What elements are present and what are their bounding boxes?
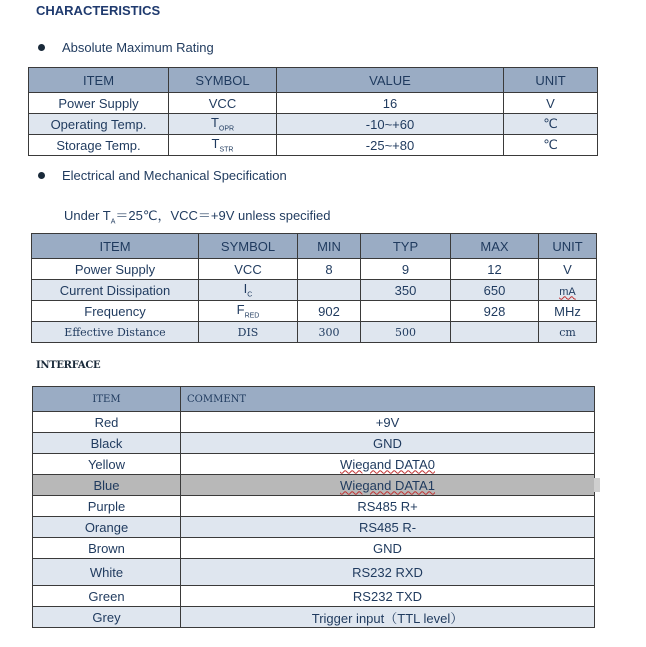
- item-cell: Orange: [33, 517, 181, 538]
- item-cell: Frequency: [32, 301, 199, 322]
- header-comment: COMMENT: [181, 387, 595, 412]
- unit-cell: [539, 280, 597, 301]
- table-row: [33, 496, 595, 517]
- symbol-cell: [169, 114, 277, 135]
- table-row-highlighted: [33, 475, 595, 496]
- min-cell: 8: [298, 259, 361, 280]
- condition-prefix: Under T: [64, 208, 111, 223]
- max-cell: 928: [451, 301, 539, 322]
- comment-text: Wiegand DATA1: [340, 477, 435, 493]
- unit-cell: MHz: [539, 301, 597, 322]
- comment-cell: RS485 R+: [181, 496, 595, 517]
- item-cell: Current Dissipation: [32, 280, 199, 301]
- section-label: Absolute Maximum Rating: [62, 40, 214, 55]
- header-item: ITEM: [32, 234, 199, 259]
- header-symbol: SYMBOL: [169, 68, 277, 93]
- item-cell: Power Supply: [29, 93, 169, 114]
- symbol-cell: VCC: [199, 259, 298, 280]
- item-cell: Operating Temp.: [29, 114, 169, 135]
- symbol-cell: VCC: [169, 93, 277, 114]
- table-row: [29, 93, 598, 114]
- table-row: [32, 301, 597, 322]
- value-cell: -25~+80: [277, 135, 504, 156]
- min-cell: 300: [298, 322, 361, 343]
- unit-cell: ℃: [504, 135, 598, 156]
- max-cell: [451, 322, 539, 343]
- page-title: CHARACTERISTICS: [36, 3, 161, 18]
- table-row: [32, 280, 597, 301]
- comment-text: Wiegand DATA0: [340, 456, 435, 472]
- item-cell: Power Supply: [32, 259, 199, 280]
- symbol-main: T: [210, 115, 219, 131]
- header-min: MIN: [298, 234, 361, 259]
- unit-cell: V: [504, 93, 598, 114]
- comment-cell: +9V: [181, 412, 595, 433]
- table-row: [33, 433, 595, 454]
- item-cell: Purple: [33, 496, 181, 517]
- table-row: [33, 586, 595, 607]
- symbol-cell: DIS: [199, 322, 298, 343]
- symbol-cell: [169, 135, 277, 156]
- table-header-row: [29, 68, 598, 93]
- item-cell: Grey: [33, 607, 181, 628]
- item-cell: Effective Distance: [32, 322, 199, 343]
- comment-cell: RS232 TXD: [181, 586, 595, 607]
- item-cell: Black: [33, 433, 181, 454]
- header-max: MAX: [451, 234, 539, 259]
- table-row: [33, 517, 595, 538]
- interface-table: [32, 386, 595, 628]
- item-cell: Brown: [33, 538, 181, 559]
- symbol-main: I: [243, 281, 248, 297]
- max-cell: 12: [451, 259, 539, 280]
- table-header-row: [33, 387, 595, 412]
- table-row: [33, 412, 595, 433]
- table-row: [29, 135, 598, 156]
- value-cell: 16: [277, 93, 504, 114]
- item-cell: Yellow: [33, 454, 181, 475]
- header-value: VALUE: [277, 68, 504, 93]
- table-row: [33, 538, 595, 559]
- header-unit: UNIT: [504, 68, 598, 93]
- value-cell: -10~+60: [277, 114, 504, 135]
- row-highlight-edge: [594, 478, 600, 492]
- item-cell: Green: [33, 586, 181, 607]
- symbol-subscript: STR: [219, 146, 234, 154]
- unit-text: mA: [559, 285, 576, 298]
- section-abs-max-heading: [38, 40, 214, 55]
- symbol-subscript: OPR: [218, 125, 235, 133]
- condition-subscript: A: [110, 218, 116, 226]
- table-row: [32, 259, 597, 280]
- comment-cell: RS232 RXD: [181, 559, 595, 586]
- comment-cell: [181, 475, 595, 496]
- comment-cell: Trigger input（TTL level）: [181, 607, 595, 628]
- max-cell: 650: [451, 280, 539, 301]
- symbol-subscript: RED: [244, 312, 260, 320]
- typ-cell: 350: [361, 280, 451, 301]
- min-cell: 902: [298, 301, 361, 322]
- interface-heading: INTERFACE: [36, 360, 101, 371]
- item-cell: Red: [33, 412, 181, 433]
- table-header-row: [32, 234, 597, 259]
- typ-cell: 9: [361, 259, 451, 280]
- typ-cell: 500: [361, 322, 451, 343]
- symbol-subscript: C: [247, 291, 253, 299]
- table-row: [33, 559, 595, 586]
- header-item: ITEM: [33, 387, 181, 412]
- comment-cell: [181, 454, 595, 475]
- item-cell: Storage Temp.: [29, 135, 169, 156]
- header-symbol: SYMBOL: [199, 234, 298, 259]
- table-row: [32, 322, 597, 343]
- elec-table: [31, 233, 597, 343]
- symbol-main: T: [211, 136, 220, 152]
- unit-cell: V: [539, 259, 597, 280]
- comment-cell: GND: [181, 433, 595, 454]
- min-cell: [298, 280, 361, 301]
- unit-cell: ℃: [504, 114, 598, 135]
- table-row: [33, 607, 595, 628]
- abs-max-table: [28, 67, 598, 156]
- item-cell: White: [33, 559, 181, 586]
- symbol-cell: [199, 301, 298, 322]
- condition-suffix: ＝25℃，VCC＝+9V unless specified: [115, 208, 331, 223]
- table-row: [29, 114, 598, 135]
- bullet-icon: [38, 44, 45, 51]
- header-typ: TYP: [361, 234, 451, 259]
- table-row: [33, 454, 595, 475]
- symbol-cell: [199, 280, 298, 301]
- comment-cell: GND: [181, 538, 595, 559]
- bullet-icon: [38, 172, 45, 179]
- item-cell: Blue: [33, 475, 181, 496]
- typ-cell: [361, 301, 451, 322]
- header-item: ITEM: [29, 68, 169, 93]
- test-condition: [64, 205, 331, 226]
- header-unit: UNIT: [539, 234, 597, 259]
- symbol-main: F: [236, 302, 245, 318]
- unit-cell: cm: [539, 322, 597, 343]
- comment-cell: RS485 R-: [181, 517, 595, 538]
- section-elec-heading: [38, 168, 287, 183]
- section-label: Electrical and Mechanical Specification: [62, 168, 287, 183]
